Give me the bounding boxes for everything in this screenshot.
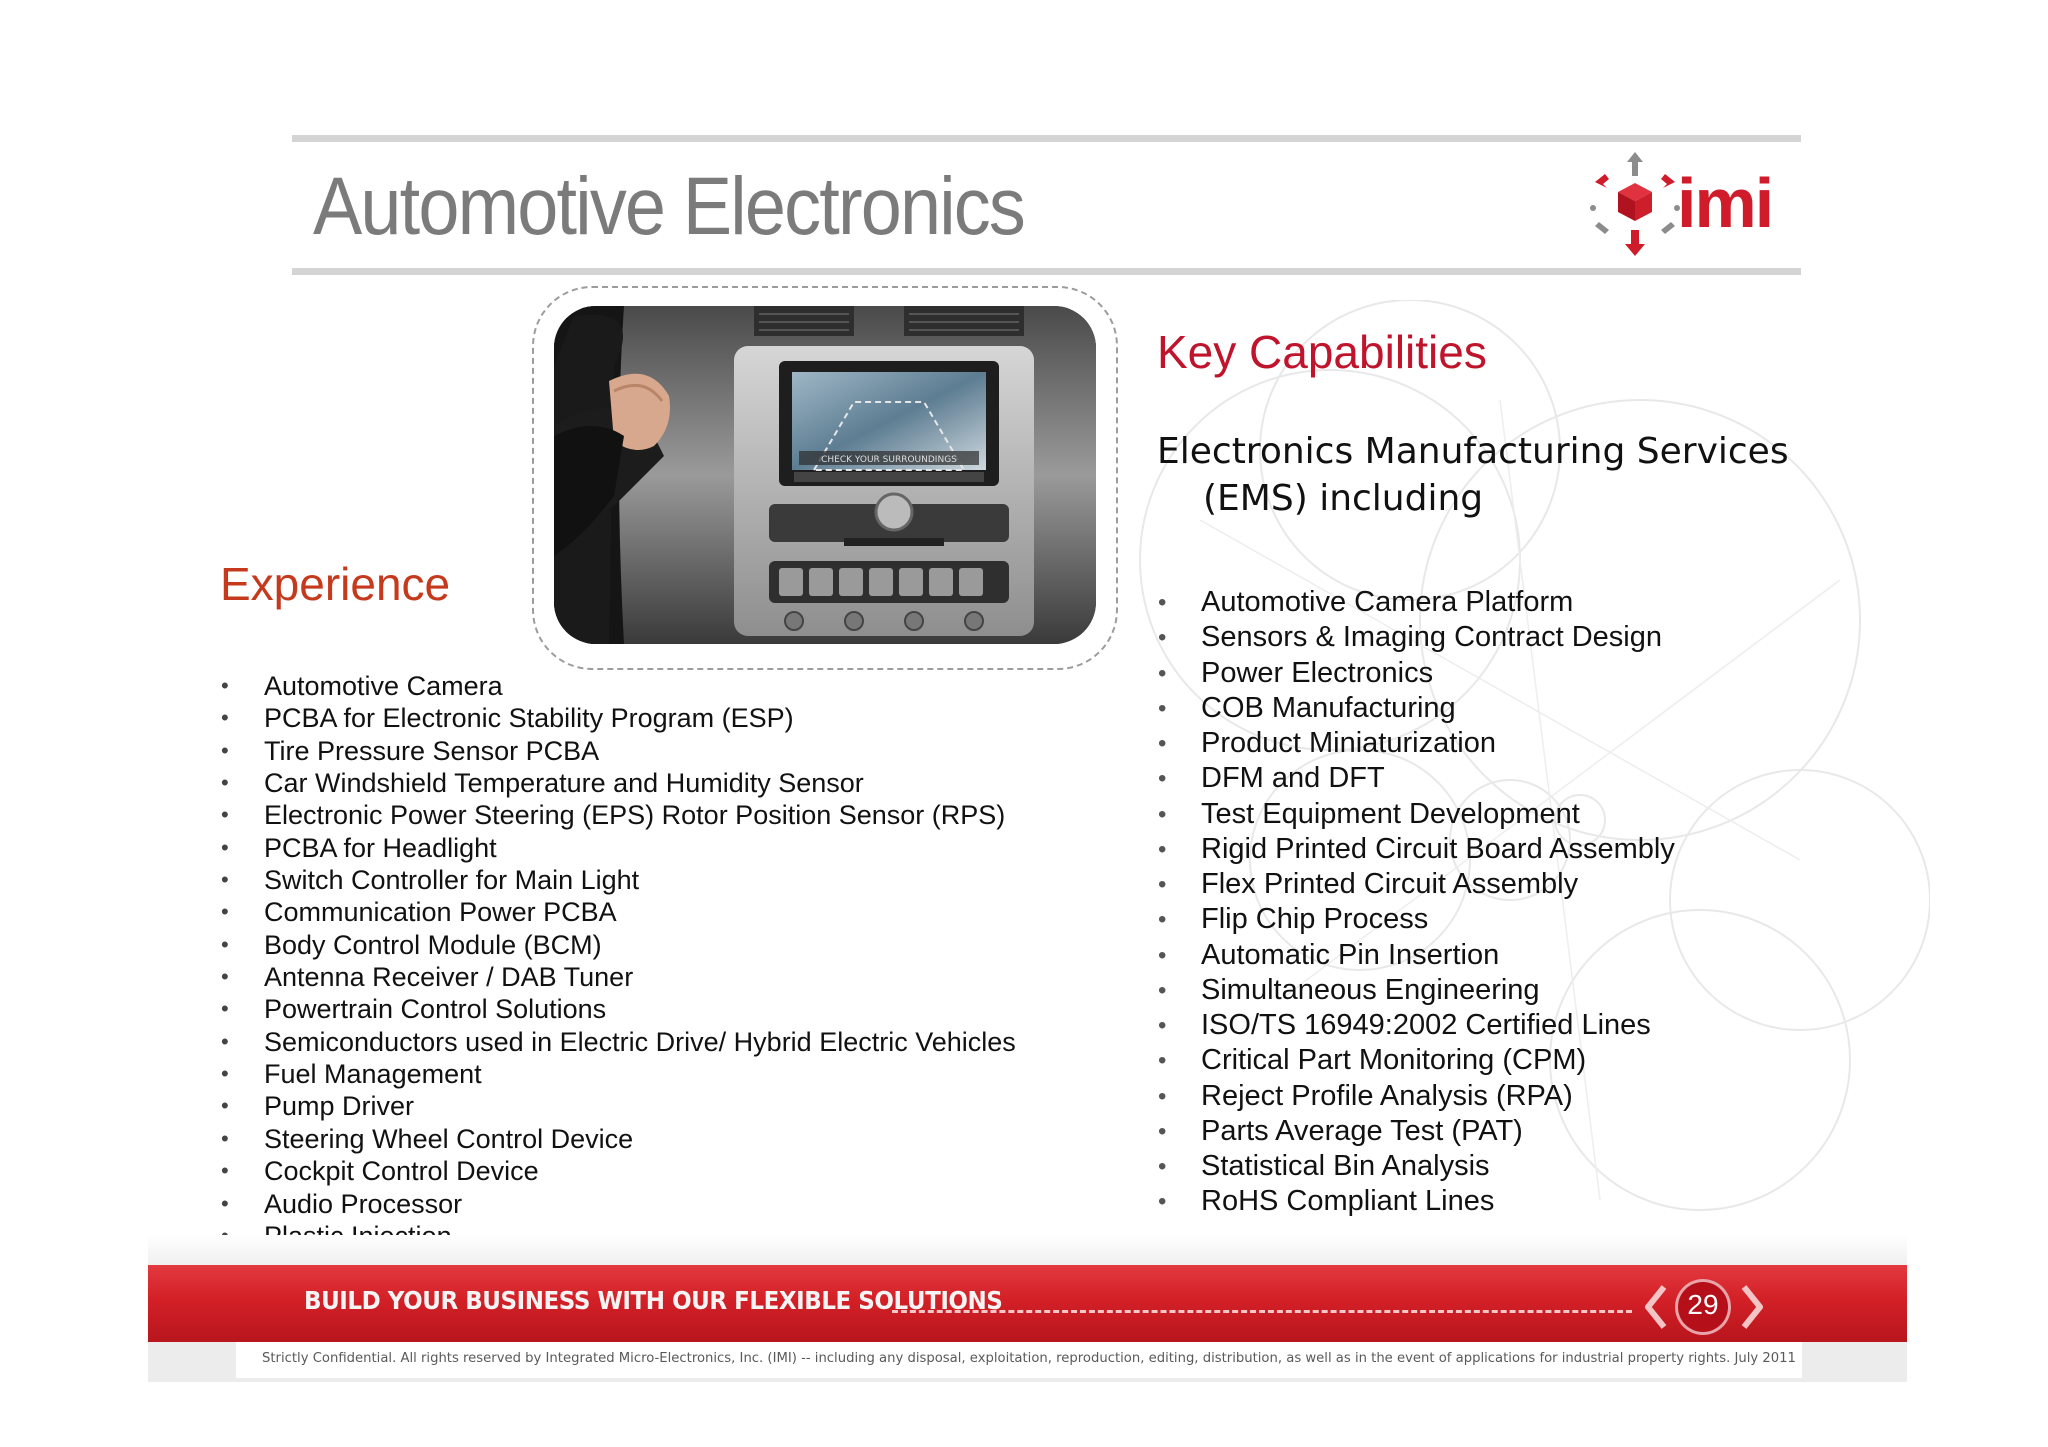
list-item: • Automatic Pin Insertion: [1158, 938, 1500, 971]
car-dashboard-camera-photo: [554, 306, 1096, 644]
page-number: 29: [1687, 1289, 1719, 1320]
list-item: • Electronic Power Steering (EPS) Rotor Position Sensor (RPS): [221, 800, 1006, 831]
list-item: • Body Control Module (BCM): [221, 929, 602, 960]
list-item: • Product Miniaturization: [1158, 727, 1496, 759]
header-top-rule: [292, 135, 1801, 142]
list-item: • Pump Driver: [221, 1091, 415, 1122]
list-item: • Switch Controller for Main Light: [221, 865, 640, 896]
list-item: • PCBA for Headlight: [221, 832, 497, 863]
list-item: • Audio Processor: [221, 1188, 463, 1219]
list-item: • Automotive Camera Platform: [1158, 586, 1574, 618]
experience-list: [221, 670, 1016, 1252]
list-item: • Power Electronics: [1158, 656, 1434, 689]
list-item: • DFM and DFT: [1158, 762, 1385, 795]
list-item: • Rigid Printed Circuit Board Assembly: [1158, 832, 1675, 865]
list-item: • Communication Power PCBA: [221, 897, 617, 928]
experience-heading: Experience: [220, 558, 451, 610]
list-item: • Car Windshield Temperature and Humidity Sensor: [221, 768, 864, 799]
list-item: • Flip Chip Process: [1158, 903, 1429, 936]
confidentiality-notice: Strictly Confidential. All rights reserved by Integrated Micro-Electronics, Inc. (IMI) -- including any disposal, exploitation, reproduction, editing, distribution, as well as in the event of applications for industrial property rights. July 2011: [262, 1351, 1796, 1366]
list-item: • RoHS Compliant Lines: [1158, 1185, 1495, 1218]
list-item: • Fuel Management: [221, 1059, 482, 1090]
list-item: • Tire Pressure Sensor PCBA: [221, 735, 600, 766]
list-item: • Sensors & Imaging Contract Design: [1158, 621, 1662, 654]
list-item: • Semiconductors used in Electric Drive/ Hybrid Electric Vehicles: [221, 1026, 1016, 1057]
list-item: • Cockpit Control Device: [221, 1156, 539, 1187]
list-item: • Statistical Bin Analysis: [1158, 1150, 1490, 1182]
list-item: • ISO/TS 16949:2002 Certified Lines: [1158, 1009, 1651, 1041]
list-item: • PCBA for Electronic Stability Program (ESP): [221, 703, 794, 734]
footer-shadow: [148, 1235, 1907, 1265]
list-item: • Reject Profile Analysis (RPA): [1158, 1079, 1573, 1112]
list-item: • Automotive Camera: [221, 671, 503, 701]
list-item: • Parts Average Test (PAT): [1158, 1114, 1523, 1147]
key-capabilities-heading: Key Capabilities: [1157, 326, 1487, 378]
page-title: Automotive Electronics: [313, 161, 1025, 252]
list-item: • Simultaneous Engineering: [1158, 973, 1540, 1006]
list-item: • COB Manufacturing: [1158, 691, 1456, 724]
list-item: • Steering Wheel Control Device: [221, 1123, 634, 1154]
capabilities-list: [1158, 585, 1675, 1220]
list-item: • Powertrain Control Solutions: [221, 994, 607, 1025]
logo-wordmark: imi: [1677, 164, 1773, 242]
list-item: • Antenna Receiver / DAB Tuner: [221, 962, 634, 993]
footer-tagline: BUILD YOUR BUSINESS WITH OUR FLEXIBLE SOLUTIONS: [304, 1286, 1003, 1315]
next-page-icon[interactable]: [1740, 1283, 1766, 1331]
list-item: • Test Equipment Development: [1158, 797, 1580, 830]
header-bottom-rule: [292, 268, 1801, 275]
screen-caption: CHECK YOUR SURROUNDINGS: [821, 455, 957, 465]
list-item: • Flex Printed Circuit Assembly: [1158, 868, 1579, 900]
capabilities-subheading: Electronics Manufacturing Services (EMS) including: [1157, 431, 1789, 519]
previous-page-icon[interactable]: [1642, 1283, 1668, 1331]
footer-dashed-line: [892, 1310, 1632, 1313]
list-item: • Critical Part Monitoring (CPM): [1158, 1044, 1587, 1077]
